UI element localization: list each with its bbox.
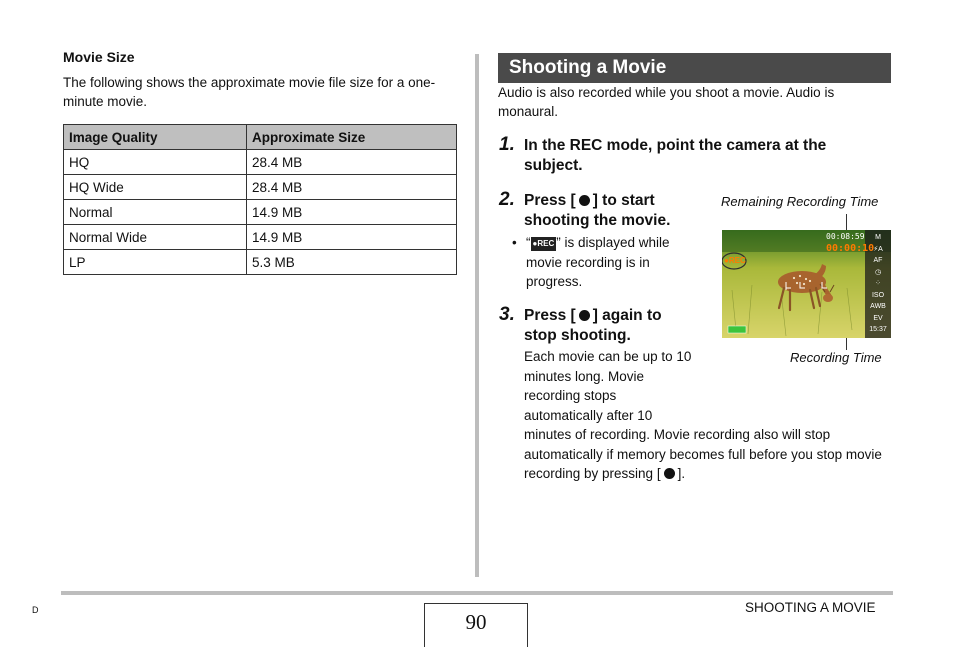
step-1-number: 1. — [499, 134, 515, 155]
remaining-time-readout: 00:08:59 — [826, 232, 865, 241]
step-3-line-1 — [524, 306, 714, 326]
white-balance-icon: AWB — [870, 303, 886, 310]
footer-section-label: SHOOTING A MOVIE — [745, 600, 876, 615]
step-2-line-1 — [524, 191, 714, 211]
shutter-button-icon — [579, 195, 590, 206]
body-line-last — [524, 464, 890, 484]
table-row — [64, 225, 457, 250]
step-2-post: ] to start — [592, 192, 655, 209]
af-icon: AF — [873, 257, 883, 264]
table-header-row — [64, 125, 457, 150]
flash-icon: ⚡A — [873, 245, 883, 253]
step-2-number: 2. — [499, 189, 515, 210]
section-title: Shooting a Movie — [498, 53, 891, 83]
body-last-post: ]. — [677, 466, 686, 481]
bullet-open-quote: “ — [526, 235, 531, 250]
footer-left-mark: D — [32, 605, 39, 615]
battery-icon — [728, 326, 746, 333]
table-row — [64, 200, 457, 225]
body-line: Each movie can be up to 10 — [524, 349, 692, 364]
shutter-button-icon — [664, 468, 675, 479]
self-timer-icon: ◷ — [874, 268, 882, 276]
shutter-button-icon — [579, 310, 590, 321]
table-cell-size: 28.4 MB — [247, 175, 457, 200]
table-cell-quality: Normal — [64, 200, 247, 225]
step-2-line-2: shooting the movie. — [524, 212, 671, 229]
column-header-size: Approximate Size — [247, 125, 457, 150]
step-3-line-2: stop shooting. — [524, 327, 631, 344]
column-divider — [475, 54, 479, 577]
table-cell-quality: LP — [64, 250, 247, 275]
step-3-number: 3. — [499, 304, 515, 325]
section-intro: Audio is also recorded while you shoot a movie. Audio is monaural. — [498, 85, 835, 119]
table-cell-quality: Normal Wide — [64, 225, 247, 250]
step-1-line-1: In the REC mode, point the camera at the — [524, 137, 827, 154]
step-1-text — [524, 136, 889, 176]
body-line: automatically after 10 — [524, 407, 653, 423]
clock-readout: 15:37 — [869, 326, 887, 333]
step-3-body — [524, 347, 890, 484]
table-cell-size: 14.9 MB — [247, 200, 457, 225]
remaining-time-caption: Remaining Recording Time — [721, 194, 879, 209]
ev-icon: EV — [873, 314, 883, 322]
step-1-line-2: subject. — [524, 157, 583, 174]
rec-indicator-note — [512, 233, 701, 292]
body-line: recording stops — [524, 388, 617, 403]
rec-icon: ●REC — [531, 237, 557, 251]
bullet-text: ” is displayed while movie recording is in progress. — [526, 235, 670, 289]
page-number: 90 — [424, 603, 528, 647]
table-row — [64, 250, 457, 275]
step-3-post: ] again to — [592, 307, 662, 324]
recording-time-readout: 00:00:10 — [826, 243, 875, 254]
body-line: minutes of recording. Movie recording also will stop — [524, 427, 831, 442]
iso-icon: ISO — [871, 291, 885, 299]
recording-time-caption: Recording Time — [790, 350, 882, 365]
step-3-pre: Press [ — [524, 307, 576, 324]
movie-size-heading: Movie Size — [63, 49, 135, 65]
body-line: minutes long. Movie — [524, 368, 645, 384]
body-line: automatically if memory becomes full before you stop movie — [524, 446, 882, 462]
camera-viewfinder-illustration — [722, 230, 891, 338]
bullet-mark: • — [512, 235, 517, 250]
movie-quality-icon: M — [875, 234, 881, 241]
table-cell-size: 28.4 MB — [247, 150, 457, 175]
table-cell-quality: HQ — [64, 150, 247, 175]
table-row — [64, 175, 457, 200]
body-last-pre: recording by pressing [ — [524, 466, 661, 481]
step-3-text — [524, 306, 714, 346]
table-cell-size: 5.3 MB — [247, 250, 457, 275]
movie-size-table — [63, 124, 457, 275]
movie-size-description: The following shows the approximate movie file size for a one-minute movie. — [63, 75, 436, 109]
step-2-text — [524, 191, 714, 231]
metering-icon: ⁘ — [875, 280, 881, 287]
table-row — [64, 150, 457, 175]
step-2-pre: Press [ — [524, 192, 576, 209]
osd-icon-column — [867, 232, 889, 336]
column-header-quality: Image Quality — [64, 125, 247, 150]
footer-divider — [61, 591, 893, 595]
table-cell-size: 14.9 MB — [247, 225, 457, 250]
table-cell-quality: HQ Wide — [64, 175, 247, 200]
rec-osd-indicator: ●REC — [724, 256, 746, 265]
